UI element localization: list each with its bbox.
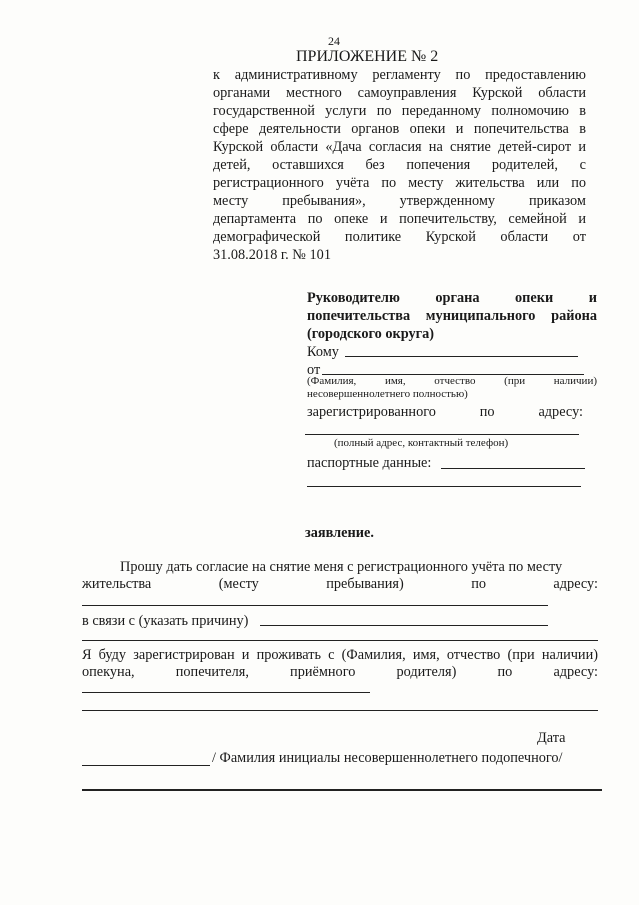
appendix-line: месту пребывания», утвержденному приказом xyxy=(213,193,586,209)
to-field[interactable] xyxy=(345,356,578,357)
reason-field[interactable] xyxy=(260,625,548,626)
address-hint: (полный адрес, контактный телефон) xyxy=(334,437,509,449)
statement-text: жительства (месту пребывания) по адресу: xyxy=(82,576,598,592)
signature-label: / Фамилия инициалы несовершеннолетнего подопечного/ xyxy=(212,750,563,766)
date-label: Дата xyxy=(537,730,566,746)
address-field[interactable] xyxy=(82,605,548,606)
passport-field[interactable] xyxy=(441,468,585,469)
appendix-line: Курской области «Дача согласия на снятие детей-сирот и xyxy=(213,139,586,155)
signature-field[interactable] xyxy=(82,765,210,766)
reason-field-2[interactable] xyxy=(82,640,598,641)
appendix-line: детей, оставшихся без попечения родителей, с xyxy=(213,157,586,173)
appendix-line: органами местного самоуправления Курской области xyxy=(213,85,586,101)
to-label: Кому xyxy=(307,344,339,360)
passport-label: паспортные данные: xyxy=(307,455,432,471)
statement-text: Я буду зарегистрирован и проживать с (Фамилия, имя, отчество (при наличии) xyxy=(82,647,598,663)
appendix-line: 31.08.2018 г. № 101 xyxy=(213,247,331,263)
statement-text: опекуна, попечителя, приёмного родителя) по адресу: xyxy=(82,664,598,680)
appendix-line: к административному регламенту по предоставлению xyxy=(213,67,586,83)
registered-label: зарегистрированного по адресу: xyxy=(307,404,583,420)
appendix-line: государственной услуги по переданному полномочию в xyxy=(213,103,586,119)
addressee-line: (городского округа) xyxy=(307,326,435,342)
appendix-line: департамента по опеке и попечительству, семейной и xyxy=(213,211,586,227)
appendix-line: сфере деятельности органов опеки и попечительства в xyxy=(213,121,586,137)
guardian-field[interactable] xyxy=(82,692,370,693)
appendix-title: ПРИЛОЖЕНИЕ № 2 xyxy=(296,48,439,65)
passport-field-2[interactable] xyxy=(307,486,581,487)
statement-text: Прошу дать согласие на снятие меня с регистрационного учёта по месту xyxy=(120,559,563,575)
from-label: от xyxy=(307,362,321,378)
appendix-line: регистрационного учёта по месту жительства или по xyxy=(213,175,586,191)
fio-hint: несовершеннолетнего полностью) xyxy=(307,388,468,400)
page-number: 24 xyxy=(328,34,340,48)
addressee-line: Руководителю органа опеки и xyxy=(307,290,597,306)
guardian-field-2[interactable] xyxy=(82,710,598,711)
reason-label: в связи с (указать причину) xyxy=(82,613,249,629)
address-field[interactable] xyxy=(305,434,579,435)
fio-hint: (Фамилия, имя, отчество (при наличии) xyxy=(307,375,597,387)
statement-title: заявление. xyxy=(305,525,374,541)
appendix-line: демографической политике Курской области от xyxy=(213,229,586,245)
addressee-line: попечительства муниципального района xyxy=(307,308,597,324)
bottom-divider xyxy=(82,789,602,791)
